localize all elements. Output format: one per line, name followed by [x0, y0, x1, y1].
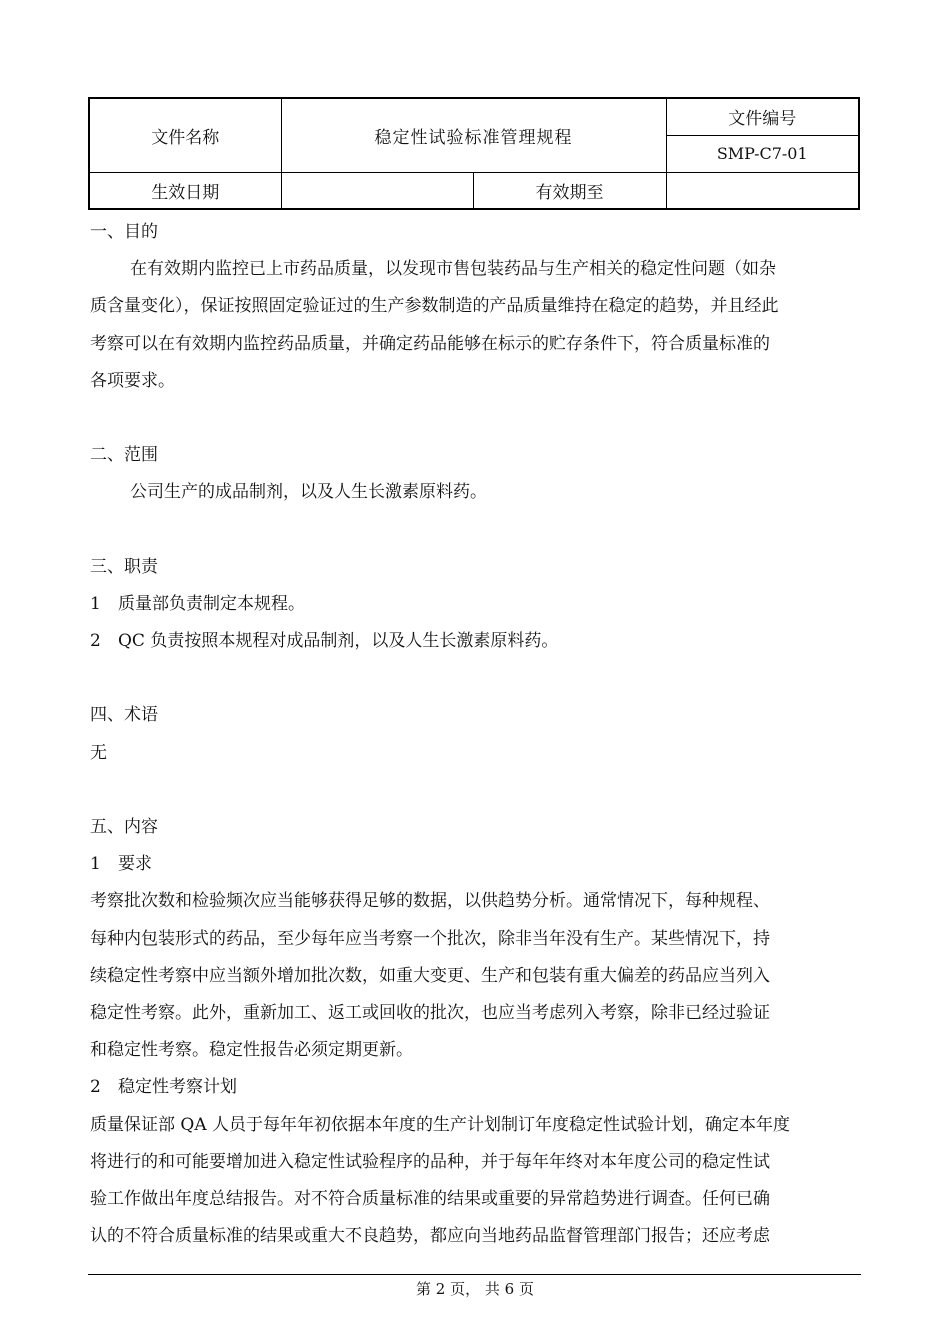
spacer	[90, 400, 860, 437]
paragraph-line: 各项要求。	[90, 370, 175, 391]
effective-date-label: 生效日期	[89, 172, 281, 209]
paragraph-line: 在有效期内监控已上市药品质量，以发现市售包装药品与生产相关的稳定性问题（如杂	[130, 259, 776, 280]
list-item	[90, 586, 860, 623]
file-code-value: SMP-C7-01	[666, 135, 859, 172]
section-heading-responsibility: 三、职责	[90, 556, 158, 577]
effective-date-value	[281, 172, 473, 209]
file-code-label: 文件编号	[666, 98, 859, 135]
subsection-number: 1	[90, 854, 101, 875]
footer-divider	[88, 1274, 861, 1275]
paragraph-line: 认的不符合质量标准的结果或重大不良趋势，都应向当地药品监督管理部门报告；还应考虑	[90, 1226, 770, 1247]
subsection-heading	[90, 846, 860, 883]
valid-until-value	[666, 172, 859, 209]
section-heading-scope: 二、范围	[90, 445, 158, 466]
paragraph-line: 将进行的和可能要增加进入稳定性试验程序的品种，并于每年年终对本年度公司的稳定性试	[90, 1151, 770, 1172]
spacer	[90, 772, 860, 809]
paragraph-line: 续稳定性考察中应当额外增加批次数，如重大变更、生产和包装有重大偏差的药品应当列入	[90, 965, 770, 986]
document-title: 稳定性试验标准管理规程	[281, 98, 666, 172]
list-item	[90, 623, 860, 660]
paragraph-line: 无	[90, 742, 107, 763]
paragraph-line: 稳定性考察。此外，重新加工、返工或回收的批次，也应当考虑列入考察，除非已经过验证	[90, 1002, 770, 1023]
paragraph-line: 考察批次数和检验频次应当能够获得足够的数据，以供趋势分析。通常情况下，每种规程、	[90, 891, 770, 912]
spacer	[90, 660, 860, 697]
list-item-number: 1	[90, 593, 101, 614]
subsection-title: 稳定性考察计划	[118, 1077, 237, 1098]
spacer	[90, 512, 860, 549]
page-number: 第 2 页， 共 6 页	[416, 1280, 534, 1298]
paragraph-line: 质量保证部 QA 人员于每年年初依据本年度的生产计划制订年度稳定性试验计划，确定本年度	[90, 1114, 791, 1135]
list-item-text: QC 负责按照本规程对成品制剂，以及人生长激素原料药。	[118, 631, 559, 652]
section-heading-content: 五、内容	[90, 817, 158, 837]
section-heading-terms: 四、术语	[90, 705, 158, 726]
paragraph-line: 质含量变化），保证按照固定验证过的生产参数制造的产品质量维持在稳定的趋势，并且经此	[90, 296, 779, 317]
paragraph-line: 每种内包装形式的药品，至少每年应当考察一个批次，除非当年没有生产。某些情况下，持	[90, 928, 770, 949]
list-item-text: 质量部负责制定本规程。	[118, 593, 305, 614]
file-name-label: 文件名称	[89, 98, 281, 172]
document-body	[90, 214, 860, 1255]
paragraph-line: 和稳定性考察。稳定性报告必须定期更新。	[90, 1040, 413, 1061]
subsection-title: 要求	[118, 854, 152, 875]
paragraph-line: 考察可以在有效期内监控药品质量，并确定药品能够在标示的贮存条件下，符合质量标准的	[90, 333, 770, 354]
paragraph-line: 验工作做出年度总结报告。对不符合质量标准的结果或重要的异常趋势进行调查。任何已确	[90, 1188, 770, 1209]
section-heading-purpose: 一、目的	[90, 222, 158, 242]
subsection-number: 2	[90, 1077, 101, 1098]
list-item-number: 2	[90, 631, 101, 652]
paragraph-line: 公司生产的成品制剂，以及人生长激素原料药。	[130, 482, 487, 503]
valid-until-label: 有效期至	[473, 172, 666, 209]
subsection-heading	[90, 1069, 860, 1106]
document-header-table	[88, 97, 860, 210]
